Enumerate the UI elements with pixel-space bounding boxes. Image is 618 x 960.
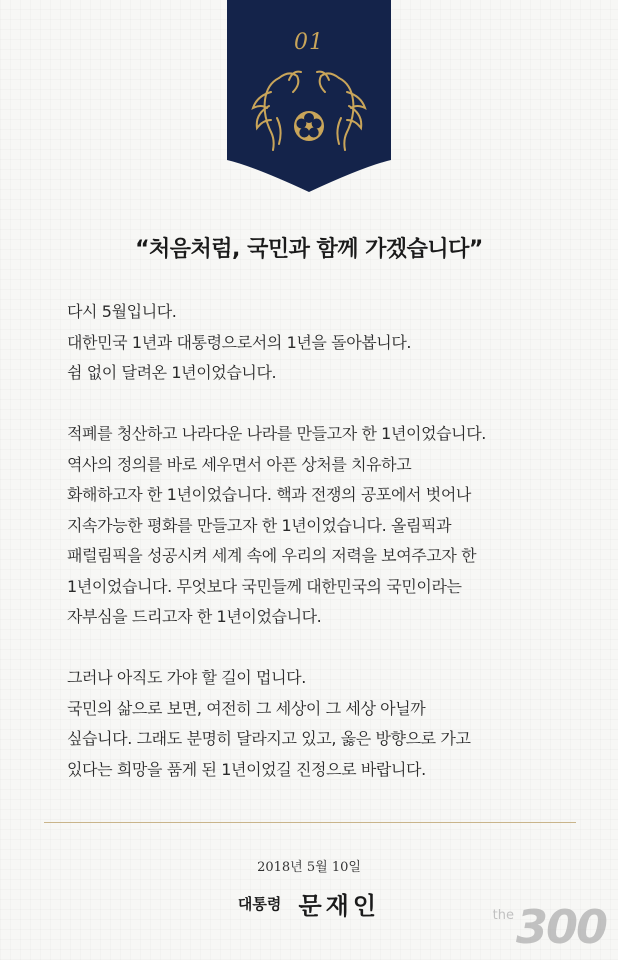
text-line: 다시 5월입니다. [67, 302, 177, 321]
text-line: 자부심을 드리고자 한 1년이었습니다. [67, 607, 322, 626]
watermark-prefix: the [492, 908, 514, 923]
text-line: 싶습니다. 그래도 분명히 달라지고 있고, 옳은 방향으로 가고 [67, 729, 471, 748]
banner-ribbon [227, 0, 391, 192]
mugunghwa-emblem-icon [294, 111, 324, 141]
text-line: 지속가능한 평화를 만들고자 한 1년이었습니다. 올림픽과 [67, 515, 452, 535]
watermark-logo [493, 900, 606, 954]
text-line: 국민의 삶으로 보면, 여전히 그 세상이 그 세상 아닐까 [67, 698, 426, 718]
paragraph [67, 419, 567, 633]
text-line: 화해하고자 한 1년이었습니다. 핵과 전쟁의 공포에서 벗어나 [67, 485, 471, 504]
text-line: 1년이었습니다. 무엇보다 국민들께 대한민국의 국민이라는 [67, 576, 462, 596]
paragraph [67, 297, 567, 389]
banner-number: 01 [294, 30, 324, 55]
ribbon-shape [227, 0, 391, 192]
signature-name: 문재인 [298, 891, 381, 920]
divider [44, 822, 576, 823]
text-line: 쉼 없이 달려온 1년이었습니다. [67, 363, 277, 382]
letter-body [67, 297, 567, 785]
text-line: 패럴림픽을 성공시켜 세계 속에 우리의 저력을 보여주고자 한 [67, 546, 477, 565]
text-line: 대한민국 1년과 대통령으로서의 1년을 돌아봅니다. [67, 332, 412, 352]
text-line: 역사의 정의를 바로 세우면서 아픈 상처를 치유하고 [67, 454, 412, 474]
paragraph [67, 663, 567, 785]
date: 2018년 5월 10일 [257, 860, 361, 875]
text-line: 적폐를 청산하고 나라다운 나라를 만들고자 한 1년이었습니다. [67, 424, 486, 443]
watermark-number: 300 [515, 900, 606, 954]
page-title: “처음처럼, 국민과 함께 가겠습니다” [135, 237, 483, 262]
signature-title: 대통령 [237, 895, 282, 913]
text-line: 있다는 희망을 품게 된 1년이었길 진정으로 바랍니다. [67, 759, 426, 779]
text-line: 그러나 아직도 가야 할 길이 멉니다. [67, 668, 306, 687]
